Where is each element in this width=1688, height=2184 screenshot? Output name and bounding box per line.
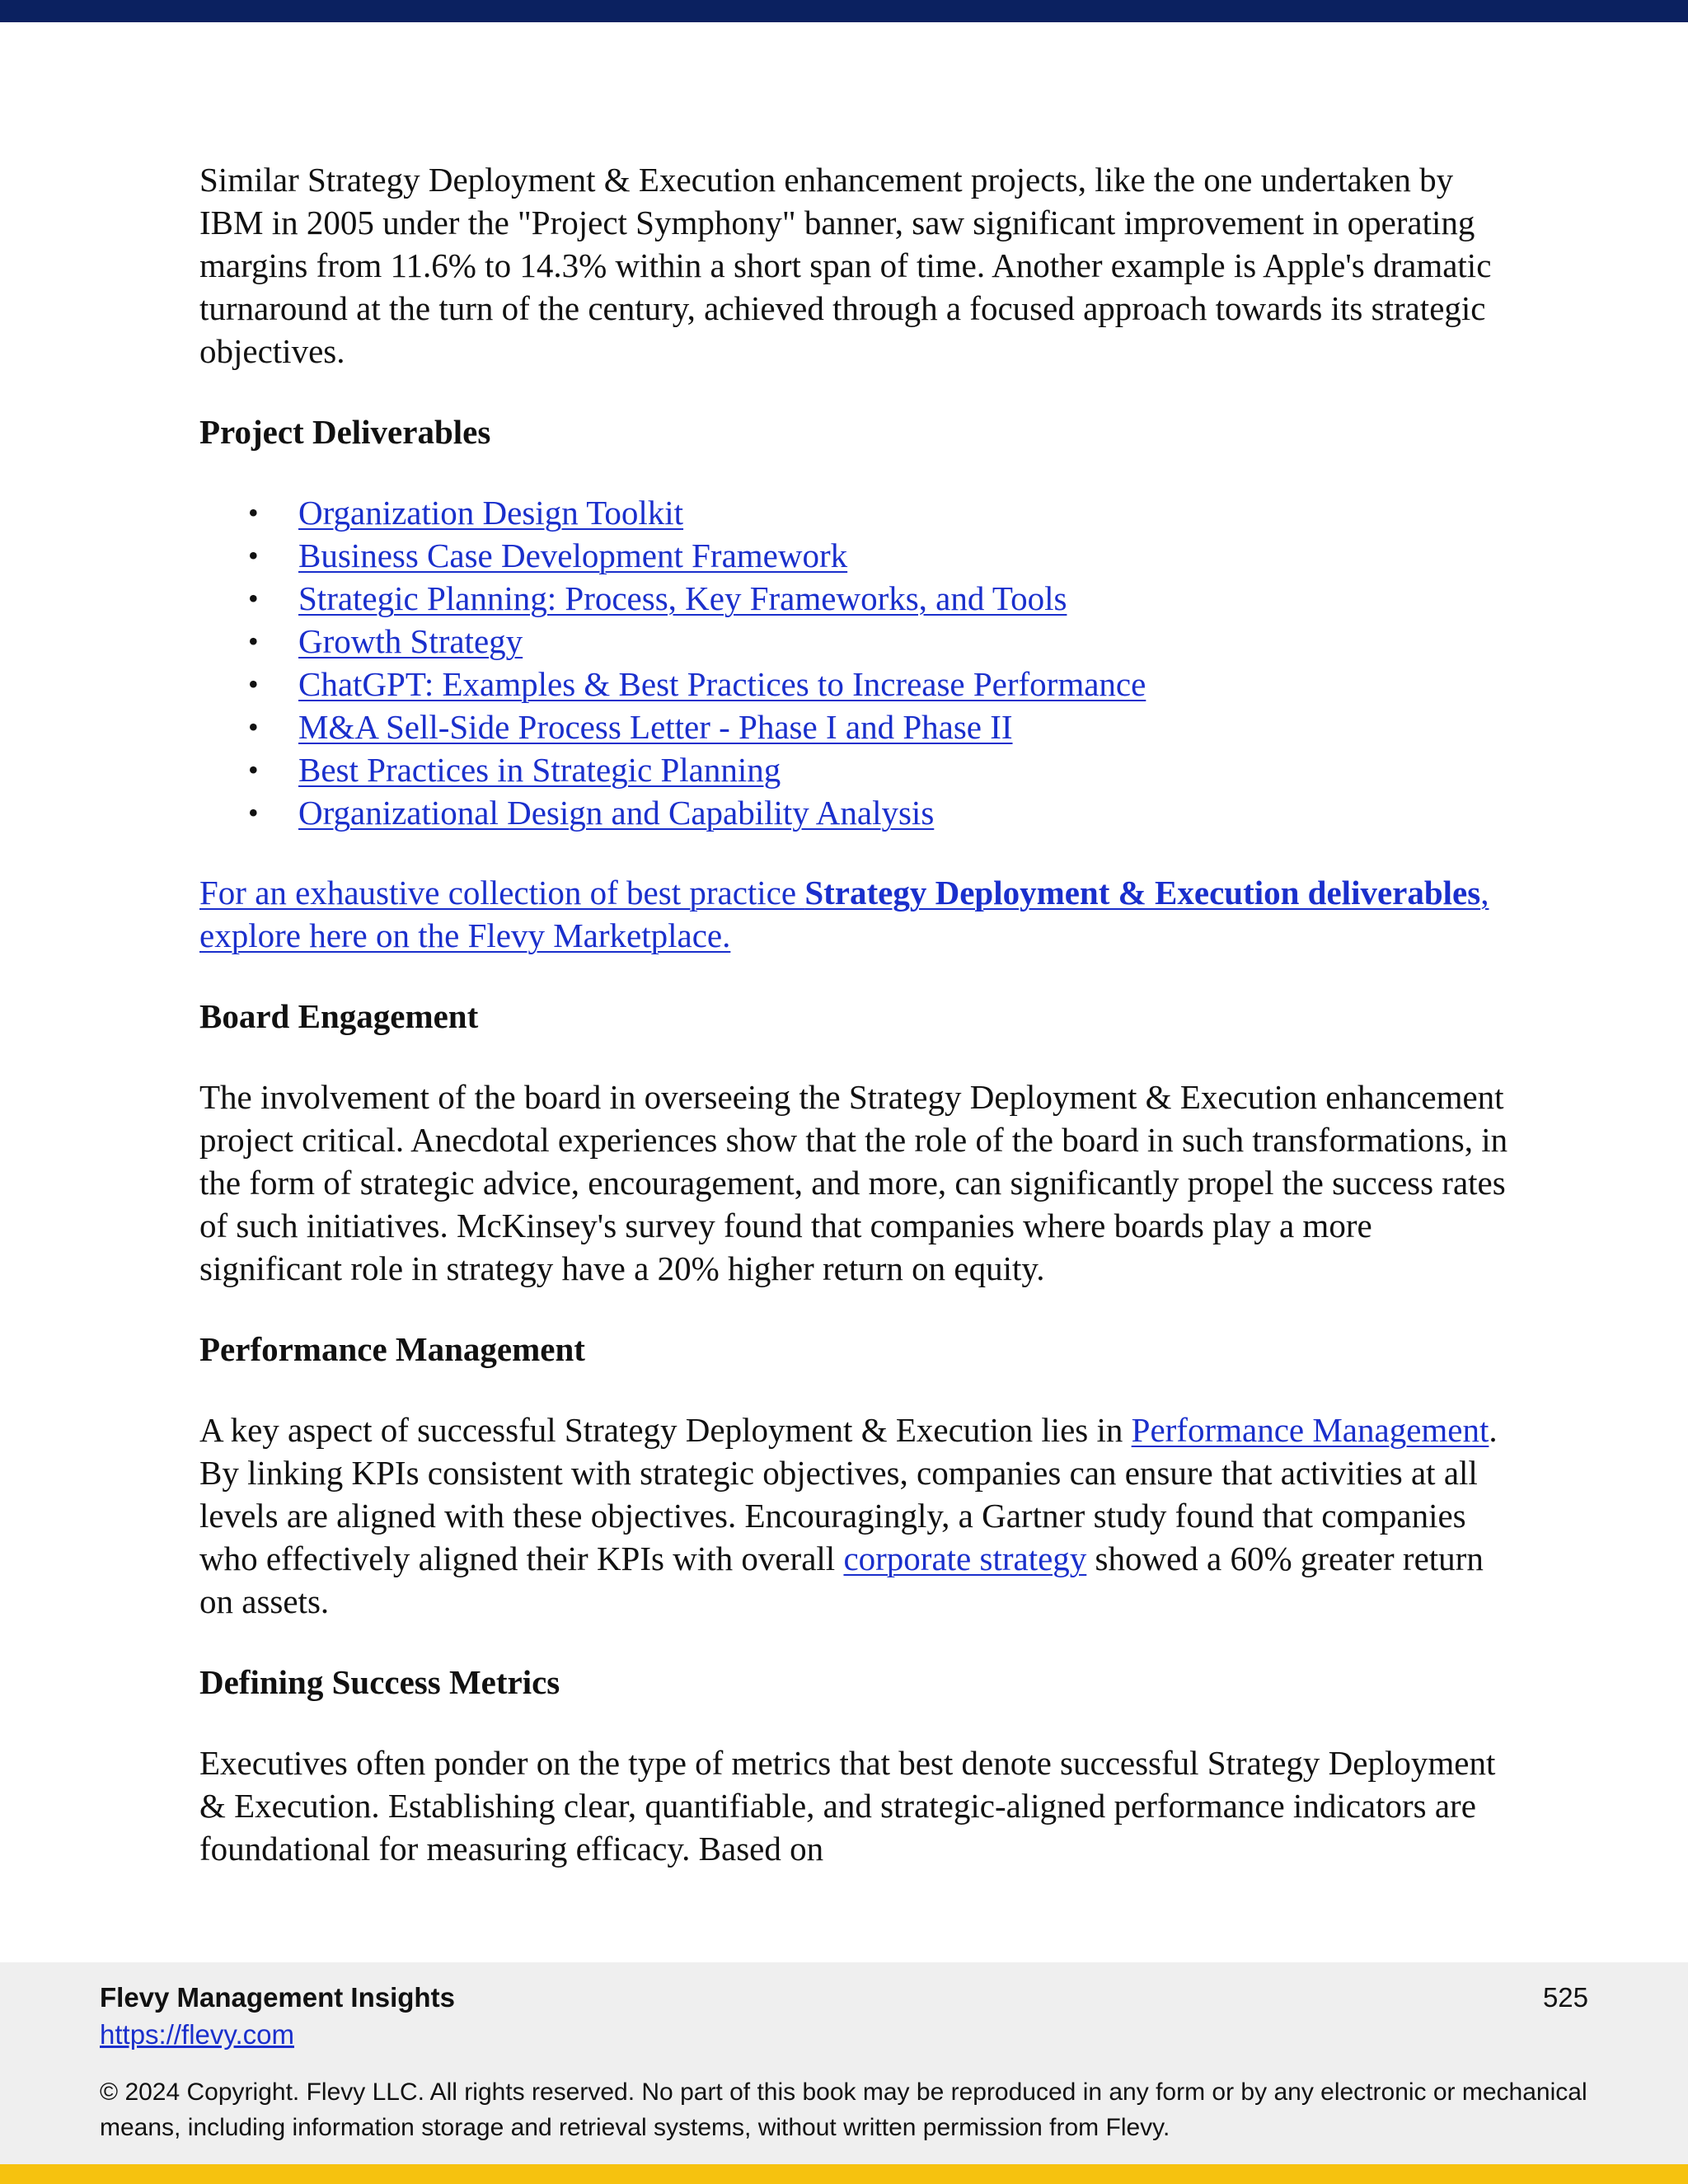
performance-paragraph	[199, 1408, 1518, 1623]
section-heading-board: Board Engagement	[199, 997, 479, 1035]
deliverable-link[interactable]: M&A Sell-Side Process Letter - Phase I and Phase II	[298, 708, 1013, 746]
bullet-icon: •	[248, 625, 259, 658]
deliverable-link[interactable]: Growth Strategy	[298, 622, 523, 660]
list-item	[199, 534, 1518, 577]
footer-url-link[interactable]: https://flevy.com	[100, 2019, 294, 2050]
section-heading-metrics: Defining Success Metrics	[199, 1663, 560, 1701]
list-item	[199, 663, 1518, 705]
bullet-icon: •	[248, 582, 259, 615]
bullet-icon: •	[248, 668, 259, 701]
page-number: 525	[1542, 1982, 1588, 2013]
corporate-strategy-link[interactable]: corporate strategy	[843, 1540, 1087, 1577]
performance-management-link[interactable]: Performance Management	[1131, 1411, 1489, 1449]
marketplace-link[interactable]	[199, 874, 1489, 954]
copyright-notice: © 2024 Copyright. Flevy LLC. All rights reserved. No part of this book may be reproduced in any form or by any electronic or mechanical means, including information storage and retrieval systems, without written permission from Flevy.	[100, 2079, 1587, 2141]
performance-text-1: A key aspect of successful Strategy Deployment & Execution lies in	[199, 1411, 1132, 1449]
deliverable-link[interactable]: Strategic Planning: Process, Key Frameworks, and Tools	[298, 579, 1067, 617]
list-item	[199, 491, 1518, 534]
performance-text-3: showed a 60% greater return on assets.	[199, 1540, 1484, 1620]
page-content	[199, 158, 1518, 1870]
bullet-icon: •	[248, 753, 259, 786]
cta-suffix: , explore here on the Flevy Marketplace.	[199, 874, 1489, 954]
bullet-icon: •	[248, 710, 259, 743]
bullet-icon: •	[248, 796, 259, 829]
board-paragraph: The involvement of the board in overseeing the Strategy Deployment & Execution enhancement project critical. Anecdotal experiences show that the role of the board in such transformations, in the form of strategic advice, encouragement, and more, can significantly propel the success rates of such initiatives. McKinsey's survey found that companies where boards play a more significant role in strategy have a 20% higher return on equity.	[199, 1078, 1508, 1287]
deliverable-link[interactable]: Organization Design Toolkit	[298, 494, 684, 532]
bullet-icon: •	[248, 496, 259, 529]
deliverable-link[interactable]: ChatGPT: Examples & Best Practices to Increase Performance	[298, 665, 1146, 703]
marketplace-cta	[199, 871, 1518, 957]
top-brand-bar	[0, 0, 1688, 22]
list-item	[199, 791, 1518, 834]
list-item	[199, 705, 1518, 748]
performance-text-2: . By linking KPIs consistent with strategic objectives, companies can ensure that activities at all levels are aligned with these objectives. Encouragingly, a Gartner study found that companies who effectively aligned their KPIs with overall	[199, 1411, 1498, 1577]
cta-prefix: For an exhaustive collection of best practice	[199, 874, 805, 912]
deliverables-list	[199, 491, 1518, 834]
footer-title: Flevy Management Insights	[100, 1982, 455, 2013]
deliverable-link[interactable]: Business Case Development Framework	[298, 537, 848, 574]
page-footer	[0, 1962, 1688, 2164]
list-item	[199, 748, 1518, 791]
list-item	[199, 620, 1518, 663]
intro-paragraph: Similar Strategy Deployment & Execution enhancement projects, like the one undertaken by IBM in 2005 under the "Project Symphony" banner, saw significant improvement in operating margins from 11.6% to 14.3% within a short span of time. Another example is Apple's dramatic turnaround at the turn of the century, achieved through a focused approach towards its strategic objectives.	[199, 161, 1492, 370]
section-heading-performance: Performance Management	[199, 1330, 585, 1368]
cta-bold: Strategy Deployment & Execution deliverables	[804, 874, 1481, 912]
bottom-brand-bar	[0, 2164, 1688, 2184]
deliverable-link[interactable]: Organizational Design and Capability Analysis	[298, 794, 935, 832]
metrics-paragraph: Executives often ponder on the type of metrics that best denote successful Strategy Deployment & Execution. Establishing clear, quantifiable, and strategic-aligned performance indicators are foundational for measuring efficacy. Based on	[199, 1744, 1496, 1868]
list-item	[199, 577, 1518, 620]
bullet-icon: •	[248, 539, 259, 572]
deliverable-link[interactable]: Best Practices in Strategic Planning	[298, 751, 781, 789]
section-heading-deliverables: Project Deliverables	[199, 413, 491, 451]
